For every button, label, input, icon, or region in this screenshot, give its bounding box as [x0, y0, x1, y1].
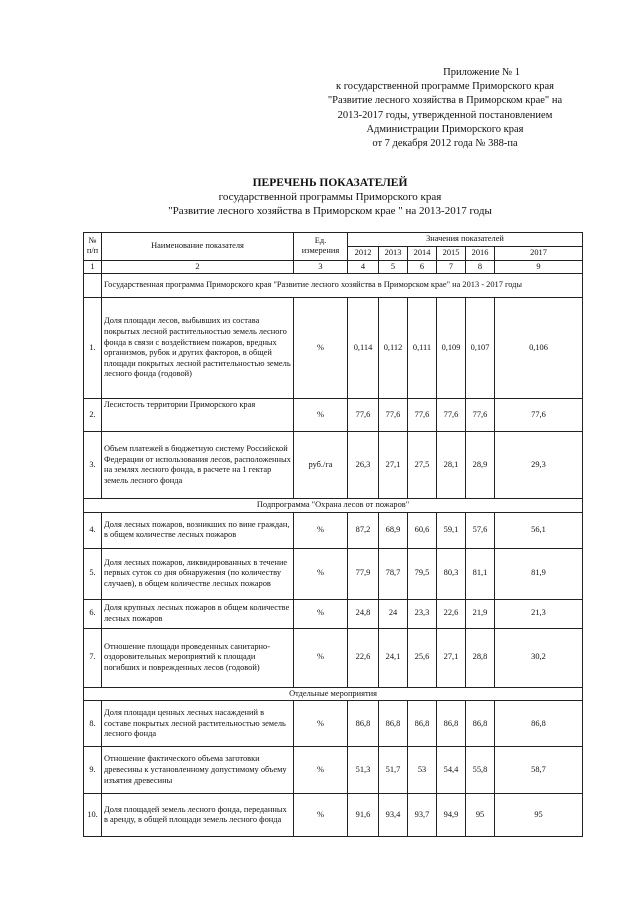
row-name: Доля лесных пожаров, ликвидированных в течение первых суток со дня обнаружения (по количеству случаев), в общем количестве лесных пожаров [102, 548, 294, 599]
header-num: № п/п [84, 233, 102, 261]
row-num: 5. [84, 548, 102, 599]
row-unit: % [294, 794, 348, 837]
row-value: 59,1 [437, 512, 466, 548]
header-year: 2017 [495, 246, 583, 260]
table-row [84, 298, 583, 399]
table-row [84, 794, 583, 837]
colnum: 6 [408, 260, 437, 274]
row-value: 80,3 [437, 548, 466, 599]
annex-line: от 7 декабря 2012 года № 388-па [372, 138, 518, 150]
header-values: Значения показателей [348, 233, 583, 247]
row-value: 22,6 [437, 599, 466, 628]
table-row [84, 399, 583, 432]
row-value: 87,2 [348, 512, 379, 548]
row-unit: руб./га [294, 432, 348, 499]
row-value: 95 [466, 794, 495, 837]
row-value: 86,8 [379, 701, 408, 747]
annex-line: Администрации Приморского края [366, 123, 524, 135]
row-num: 4. [84, 512, 102, 548]
row-value: 22,6 [348, 628, 379, 687]
row-value: 27,1 [379, 432, 408, 499]
row-value: 77,9 [348, 548, 379, 599]
row-num: 6. [84, 599, 102, 628]
colnum: 7 [437, 260, 466, 274]
row-name: Лесистость территории Приморского края [102, 399, 294, 432]
row-name: Доля лесных пожаров, возникших по вине граждан, в общем количестве лесных пожаров [102, 512, 294, 548]
row-value: 86,8 [466, 701, 495, 747]
row-value: 0,114 [348, 298, 379, 399]
row-value: 55,8 [466, 747, 495, 794]
row-value: 24,8 [348, 599, 379, 628]
row-value: 91,6 [348, 794, 379, 837]
row-value: 0,106 [495, 298, 583, 399]
row-name: Отношение фактического объема заготовки древесины к установленному допустимому объему изъятия древесины [102, 747, 294, 794]
row-value: 28,1 [437, 432, 466, 499]
table-row [84, 599, 583, 628]
row-value: 0,112 [379, 298, 408, 399]
row-value: 30,2 [495, 628, 583, 687]
annex-line: к государственной программе Приморского края [336, 81, 554, 93]
section-subprogram: Подпрограмма "Охрана лесов от пожаров" [84, 499, 583, 513]
table-row [84, 512, 583, 548]
row-name: Объем платежей в бюджетную систему Российской Федерации от использования лесов, расположенных на землях лесного фонда, в расчете на 1 гектар земель лесного фонда [102, 432, 294, 499]
row-value: 78,7 [379, 548, 408, 599]
row-unit: % [294, 399, 348, 432]
row-value: 77,6 [466, 399, 495, 432]
row-value: 24 [379, 599, 408, 628]
row-unit: % [294, 512, 348, 548]
section-program: Государственная программа Приморского края "Развитие лесного хозяйства в Приморском крае" на 2013 - 2017 годы [102, 274, 583, 298]
row-unit: % [294, 548, 348, 599]
colnum: 9 [495, 260, 583, 274]
row-num: 10. [84, 794, 102, 837]
row-value: 81,1 [466, 548, 495, 599]
row-value: 23,3 [408, 599, 437, 628]
row-value: 21,9 [466, 599, 495, 628]
row-name: Доля площадей земель лесного фонда, переданных в аренду, в общей площади земель лесного фонда [102, 794, 294, 837]
header-year: 2013 [379, 246, 408, 260]
row-num: 3. [84, 432, 102, 499]
row-value: 86,8 [437, 701, 466, 747]
row-value: 28,9 [466, 432, 495, 499]
document-title [60, 176, 600, 218]
row-name: Доля крупных лесных пожаров в общем количестве лесных пожаров [102, 599, 294, 628]
row-value: 24,1 [379, 628, 408, 687]
row-name: Доля площади ценных лесных насаждений в составе покрытых лесной растительностью земель лесного фонда [102, 701, 294, 747]
title-sub: "Развитие лесного хозяйства в Приморском крае " на 2013-2017 годы [168, 205, 492, 217]
row-unit: % [294, 701, 348, 747]
row-unit: % [294, 628, 348, 687]
colnum: 3 [294, 260, 348, 274]
row-num: 2. [84, 399, 102, 432]
row-value: 26,3 [348, 432, 379, 499]
indicators-table [83, 232, 583, 837]
header-name: Наименование показателя [102, 233, 294, 261]
row-value: 93,7 [408, 794, 437, 837]
row-value: 57,6 [466, 512, 495, 548]
table-row [84, 432, 583, 499]
row-value: 94,9 [437, 794, 466, 837]
row-value: 27,1 [437, 628, 466, 687]
annex-block [300, 66, 590, 151]
row-value: 27,5 [408, 432, 437, 499]
section-separate: Отдельные мероприятия [84, 687, 583, 701]
row-num: 9. [84, 747, 102, 794]
row-value: 77,6 [379, 399, 408, 432]
row-name: Доля площади лесов, выбывших из состава покрытых лесной растительностью земель лесного фонда в связи с воздействием пожаров, вредных организмов, рубок и других факторов, в общей площади покрытых лесной растительностью земель лесного фонда (годовой) [102, 298, 294, 399]
row-value: 77,6 [495, 399, 583, 432]
row-value: 0,107 [466, 298, 495, 399]
row-value: 86,8 [495, 701, 583, 747]
row-num: 7. [84, 628, 102, 687]
annex-line: "Развитие лесного хозяйства в Приморском крае" на [327, 95, 563, 107]
colnum: 4 [348, 260, 379, 274]
header-year: 2015 [437, 246, 466, 260]
table-row [84, 628, 583, 687]
title-sub: государственной программы Приморского края [218, 191, 442, 203]
table-row [84, 548, 583, 599]
row-value: 86,8 [348, 701, 379, 747]
row-unit: % [294, 298, 348, 399]
row-unit: % [294, 747, 348, 794]
row-num: 8. [84, 701, 102, 747]
row-num: 1. [84, 298, 102, 399]
row-value: 25,6 [408, 628, 437, 687]
table-row [84, 701, 583, 747]
row-value: 53 [408, 747, 437, 794]
annex-line: 2013-2017 годы, утвержденной постановлением [337, 109, 553, 121]
row-value: 79,5 [408, 548, 437, 599]
header-year: 2012 [348, 246, 379, 260]
colnum: 8 [466, 260, 495, 274]
row-value: 68,9 [379, 512, 408, 548]
row-value: 54,4 [437, 747, 466, 794]
row-value: 95 [495, 794, 583, 837]
title-main: ПЕРЕЧЕНЬ ПОКАЗАТЕЛЕЙ [252, 177, 408, 189]
colnum: 1 [84, 260, 102, 274]
row-value: 51,3 [348, 747, 379, 794]
row-value: 0,109 [437, 298, 466, 399]
row-value: 93,4 [379, 794, 408, 837]
row-unit: % [294, 599, 348, 628]
row-value: 0,111 [408, 298, 437, 399]
row-value: 58,7 [495, 747, 583, 794]
row-value: 56,1 [495, 512, 583, 548]
row-value: 77,6 [437, 399, 466, 432]
row-value: 77,6 [348, 399, 379, 432]
row-value: 77,6 [408, 399, 437, 432]
annex-line: Приложение № 1 [443, 67, 520, 78]
row-value: 86,8 [408, 701, 437, 747]
row-value: 28,8 [466, 628, 495, 687]
colnum: 2 [102, 260, 294, 274]
row-name: Отношение площади проведенных санитарно-оздоровительных мероприятий к площади погибших и поврежденных лесов (годовой) [102, 628, 294, 687]
row-value: 51,7 [379, 747, 408, 794]
table-row [84, 747, 583, 794]
row-value: 21,3 [495, 599, 583, 628]
row-value: 60,6 [408, 512, 437, 548]
header-year: 2014 [408, 246, 437, 260]
header-year: 2016 [466, 246, 495, 260]
header-unit: Ед. измерения [294, 233, 348, 261]
row-value: 81,9 [495, 548, 583, 599]
row-value: 29,3 [495, 432, 583, 499]
colnum: 5 [379, 260, 408, 274]
